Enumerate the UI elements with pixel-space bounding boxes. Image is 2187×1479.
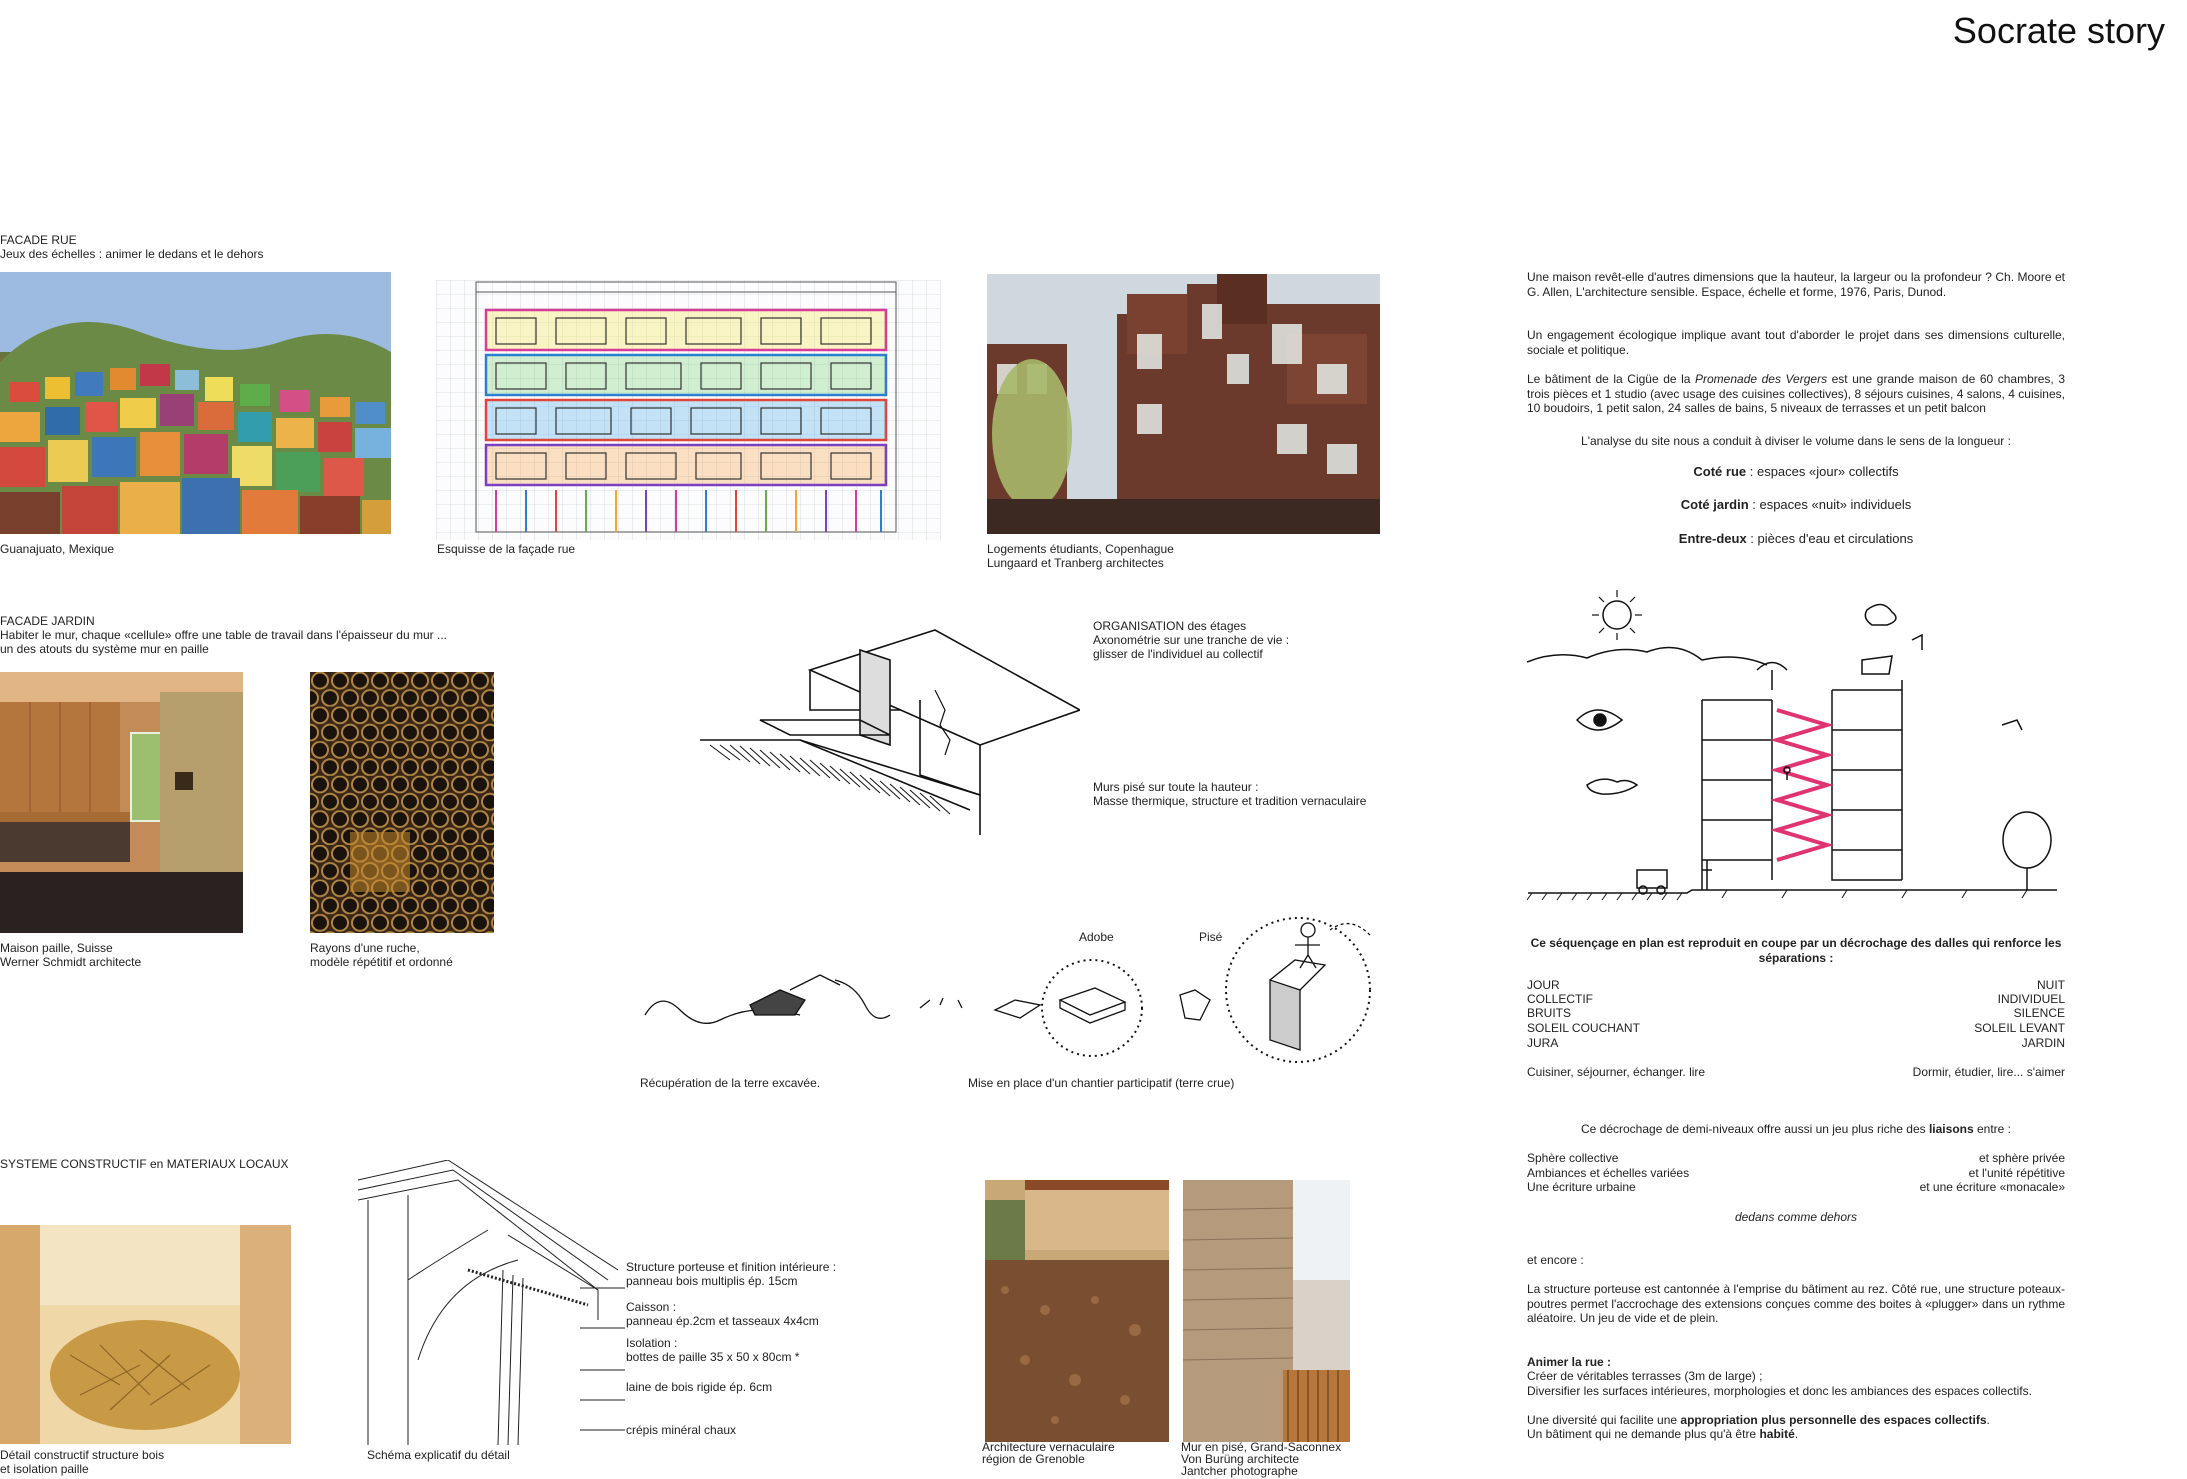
left-list-4: SOLEIL COUCHANT [1527,1021,1640,1035]
facade-rue-subheading: Jeux des échelles : animer le dedans et le dehors [0,247,264,261]
entre-deux-line [1527,531,2065,546]
paille-detail-photo [0,1225,291,1444]
p3-part-b: est une grande maison de 60 chambres, 3 trois pièces et 1 studio (avec usage des cuisines collectives), 8 séjours cuisines, 4 salons, 4 cuisines, 10 boudoirs, 1 petit salon, 24 salles de bains, 5 niveaux de terrasses et un petit balcon [1527,372,2065,415]
diversite-bold: appropriation plus personnelle des espaces collectifs [1680,1413,1987,1427]
annotation-4: panneau ép.2cm et tasseaux 4x4cm [626,1314,819,1328]
ruche-caption-2: modèle répétitif et ordonné [310,955,453,969]
cote-jardin-text: : espaces «nuit» individuels [1748,497,1912,512]
entre-deux-text: : pièces d'eau et circulations [1746,531,1914,546]
left-list-1: JOUR [1527,978,1560,992]
murs-l1: Murs pisé sur toute la hauteur : [1093,780,1259,794]
right-list-5: JARDIN [2021,1036,2065,1050]
decrochage-bold: liaisons [1928,1122,1974,1136]
left-list-5: JURA [1527,1036,1559,1050]
detail-caption-1: Détail constructif structure bois [0,1448,165,1462]
decrochage-part-c: entre : [1973,1122,2012,1136]
animer-line-2: Diversifier les surfaces intérieures, morphologies et donc les ambiances des espaces collectifs. [1527,1384,2032,1398]
right-list-1: NUIT [2037,978,2065,992]
cote-jardin-line [1527,497,2065,512]
recuperation-caption: Récupération de la terre excavée. [640,1076,821,1090]
pise-label: Pisé [1199,930,1223,944]
cote-rue-text: : espaces «jour» collectifs [1746,464,1899,479]
left-activities: Cuisiner, séjourner, échanger. lire [1527,1065,1706,1079]
decrochage-part-a: Ce décrochage de demi-niveaux offre aussi un jeu plus riche des [1580,1122,1929,1136]
organisation-l1: ORGANISATION des étages [1093,619,1247,633]
ruche-caption-1: Rayons d'une ruche, [310,941,420,955]
facade-jardin-line1: Habiter le mur, chaque «cellule» offre une table de travail dans l'épaisseur du mur ... [0,628,447,642]
structure-paragraph: La structure porteuse est cantonnée à l'emprise du bâtiment au rez. Côté rue, une structure poteaux-poutres permet l'accrochage des extensions conçues comme des boites à «plugger» dans un rythme aléatoire. Un jeu de vide et de plein. [1527,1282,2065,1325]
facade-sketch [436,280,941,540]
cote-jardin-label: Coté jardin [1680,497,1749,512]
annotation-8: crépis minéral chaux [626,1423,737,1437]
annotation-6: bottes de paille 35 x 50 x 80cm * [626,1350,800,1364]
ruche-photo [310,672,494,933]
guanajuato-caption: Guanajuato, Mexique [0,542,115,556]
sphere-left-1: Sphère collective [1527,1151,1619,1165]
esquisse-caption: Esquisse de la façade rue [437,542,576,556]
sphere-right-3: et une écriture «monacale» [1919,1180,2065,1194]
detail-caption-2: et isolation paille [0,1462,89,1476]
batiment-part-c: . [1794,1427,1799,1441]
decrochage-line [1527,1122,2065,1136]
entre-deux-label: Entre-deux [1678,531,1747,546]
annotation-2: panneau bois multiplis ép. 15cm [626,1274,798,1288]
p3-part-a: Le bâtiment de la Cigüe de la [1527,372,1695,386]
annotation-5: Isolation : [626,1336,678,1350]
batiment-bold: habité [1759,1427,1795,1441]
annotation-7: laine de bois rigide ép. 6cm [626,1380,773,1394]
intro-paragraph-1: Une maison revêt-elle d'autres dimensions que la hauteur, la largeur ou la profondeur ? Ch. Moore et G. Allen, L'architecture sensible. Espace, échelle et forme, 1976, Paris, Dunod. [1527,270,2065,299]
mur-caption-1: Mur en pisé, Grand-Saconnex [1181,1440,1342,1454]
axonometry-sketch [700,620,1080,850]
vernaculaire-caption-1: Architecture vernaculaire [982,1440,1115,1454]
diversite-part-a: Une diversité qui facilite une [1527,1413,1681,1427]
murs-l2: Masse thermique, structure et tradition vernaculaire [1093,794,1367,808]
page-title: Socrate story [1952,10,2165,51]
right-list-3: SILENCE [2013,1006,2065,1020]
annotation-leaders [580,1260,630,1440]
adobe-label: Adobe [1079,930,1114,944]
facade-rue-heading: FACADE RUE [0,233,77,247]
sphere-right-1: et sphère privée [1978,1151,2065,1165]
p3-emphasis: Promenade des Vergers [1695,372,1828,386]
right-activities: Dormir, étudier, lire... s'aimer [1912,1065,2065,1079]
vernaculaire-caption-2: région de Grenoble [982,1452,1085,1466]
maison-caption-1: Maison paille, Suisse [0,941,113,955]
cote-rue-label: Coté rue [1693,464,1747,479]
intro-paragraph-2: Un engagement écologique implique avant tout d'aborder le projet dans ses dimensions culturelle, sociale et politique. [1527,328,2065,357]
vernaculaire-photo [985,1180,1169,1442]
maison-caption-2: Werner Schmidt architecte [0,955,142,969]
annotation-3: Caisson : [626,1300,677,1314]
organisation-l3: glisser de l'individuel au collectif [1093,647,1263,661]
facade-jardin-heading: FACADE JARDIN [0,614,95,628]
right-list-2: INDIVIDUEL [1997,992,2065,1006]
organisation-l2: Axonométrie sur une tranche de vie : [1093,633,1290,647]
batiment-line [1527,1427,1798,1441]
et-encore: et encore : [1527,1253,1584,1267]
left-list-3: BRUITS [1527,1006,1572,1020]
facade-jardin-line2: un des atouts du système mur en paille [0,642,209,656]
diversite-line [1527,1413,1990,1427]
annotation-1: Structure porteuse et finition intérieure : [626,1260,837,1274]
intro-paragraph-3 [1527,372,2065,416]
right-list-4: SOLEIL LEVANT [1974,1021,2065,1035]
dedans-dehors: dedans comme dehors [1734,1210,1858,1224]
sphere-right-2: et l'unité répétitive [1968,1166,2065,1180]
cote-rue-line [1527,464,2065,479]
maison-paille-photo [0,672,243,933]
diversite-part-c: . [1986,1413,1990,1427]
detail-schema [348,1160,618,1445]
copenhague-photo [987,274,1380,534]
sphere-left-2: Ambiances et échelles variées [1527,1166,1690,1180]
systeme-heading: SYSTEME CONSTRUCTIF en MATERIAUX LOCAUX [0,1157,289,1171]
guanajuato-photo [0,272,391,534]
animer-heading: Animer la rue : [1527,1355,1612,1369]
analyse-line: L'analyse du site nous a conduit à diviser le volume dans le sens de la longueur : [1581,434,2011,448]
copenhague-caption-1: Logements étudiants, Copenhague [987,542,1174,556]
mur-pise-photo [1183,1180,1350,1442]
mur-caption-2: Von Burüng architecte [1181,1452,1300,1466]
copenhague-caption-2: Lungaard et Tranberg architectes [987,556,1164,570]
schema-caption: Schéma explicatif du détail [367,1448,510,1462]
sphere-left-3: Une écriture urbaine [1527,1180,1636,1194]
sequencage-text: Ce séquençage en plan est reproduit en coupe par un décrochage des dalles qui renforce les séparations : [1530,936,2062,965]
chantier-caption: Mise en place d'un chantier participatif (terre crue) [968,1076,1235,1090]
left-list-2: COLLECTIF [1527,992,1594,1006]
process-sketch [640,890,1400,1080]
mur-caption-3: Jantcher photographe [1181,1464,1298,1478]
building-section-drawing [1527,590,2067,920]
animer-line-1: Créer de véritables terrasses (3m de large) ; [1527,1369,1763,1383]
batiment-part-a: Un bâtiment qui ne demande plus qu'à être [1527,1427,1760,1441]
